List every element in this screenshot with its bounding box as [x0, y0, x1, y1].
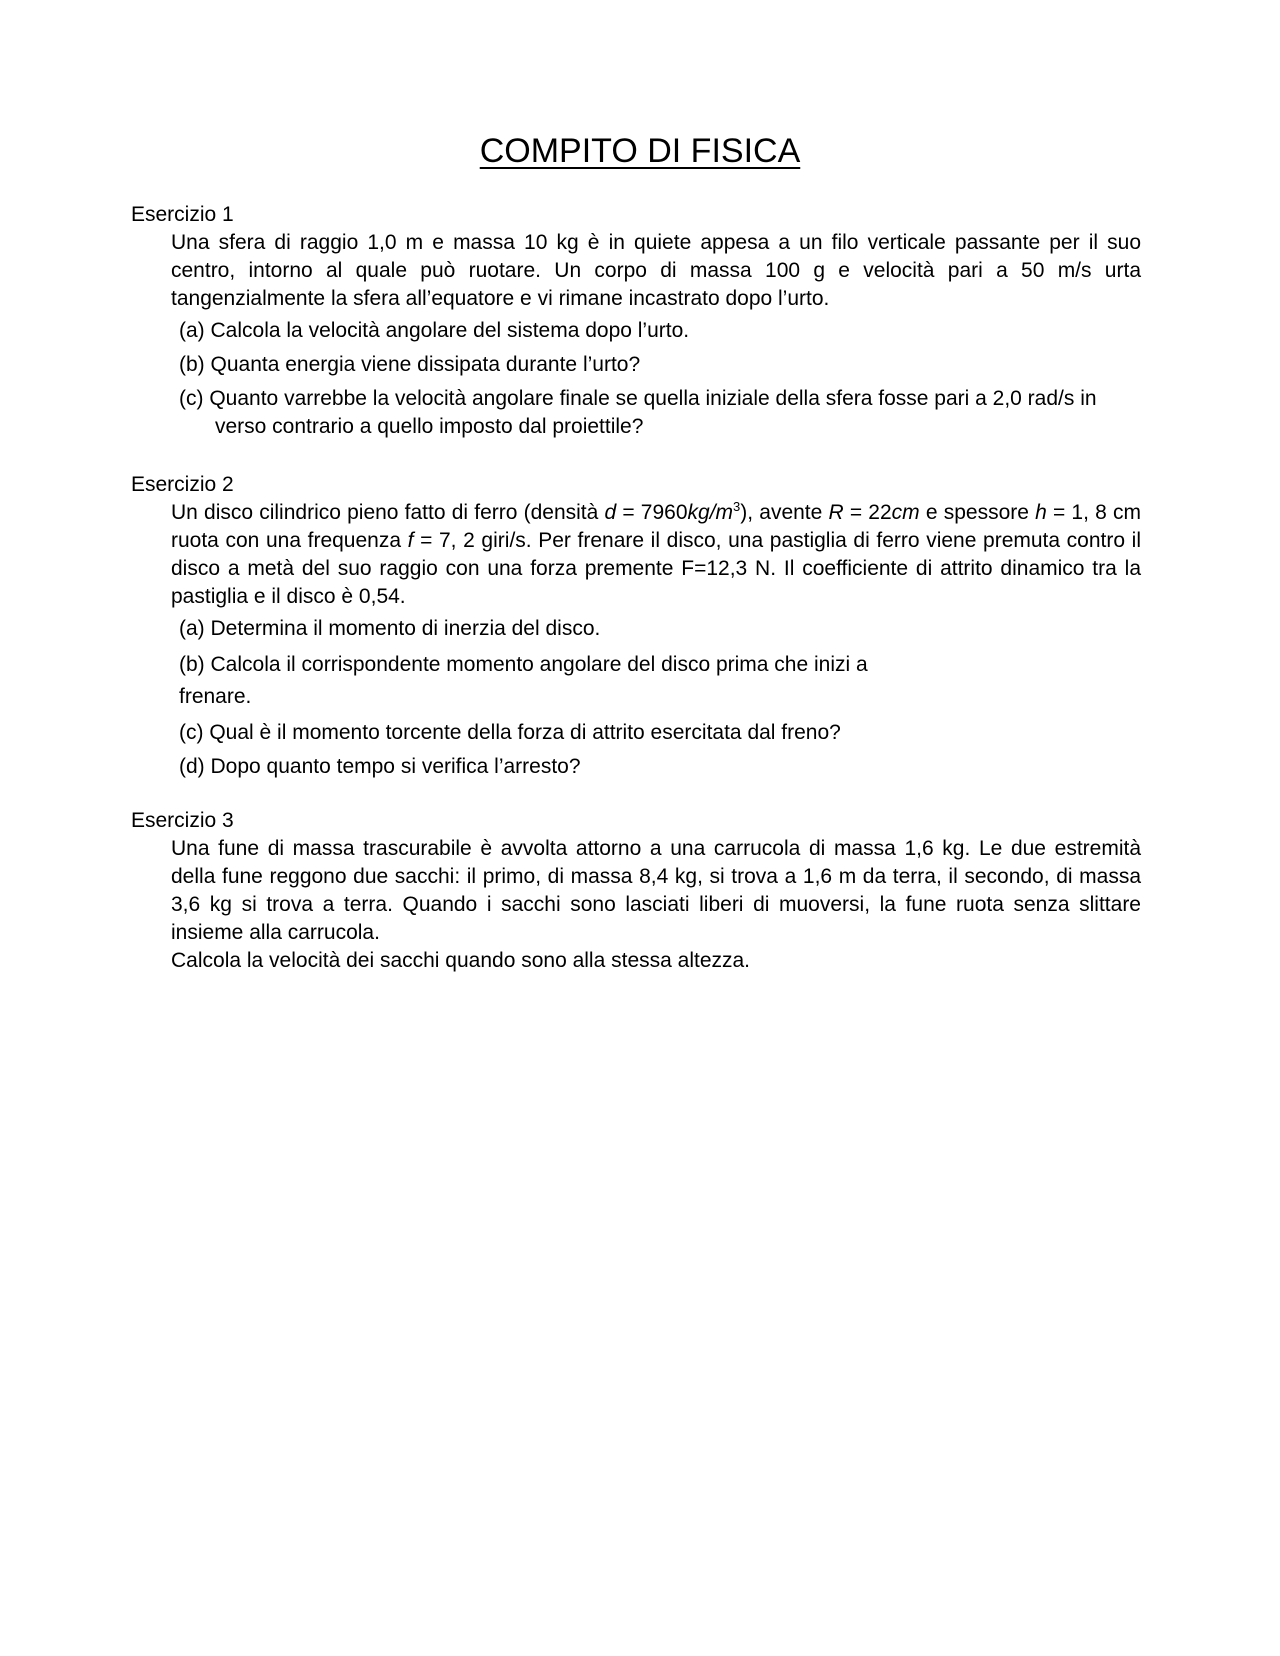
question-text: Calcola il corrispondente momento angolare del disco prima che inizi a frenare.: [179, 653, 868, 708]
question-marker: (c): [179, 721, 204, 744]
question-text: Qual è il momento torcente della forza di attrito esercitata dal freno?: [209, 721, 841, 744]
exercise-heading: Esercizio 1: [131, 203, 234, 226]
question-list: [179, 317, 1119, 441]
density-unit: kg/m: [687, 501, 734, 524]
exercise-heading: Esercizio 2: [131, 473, 234, 496]
radius-unit: cm: [891, 501, 920, 524]
question-item: [179, 719, 1119, 747]
exercise-question: Calcola la velocità dei sacchi quando sono alla stessa altezza.: [171, 949, 751, 972]
question-item: [179, 351, 1119, 379]
question-marker: (d): [179, 755, 205, 778]
question-text: Determina il momento di inerzia del disco.: [210, 617, 601, 640]
radius-symbol: R: [828, 501, 844, 524]
exercise-2: [131, 471, 1141, 787]
text-run: = 7, 2 giri/s. Per frenare il disco, una pastiglia di ferro viene premuta contro il disco a metà del suo raggio con una forza premente F=12,3 N. Il coefficiente di attrito dinamico tra la pastiglia e il disco è 0,54.: [171, 529, 1141, 608]
question-marker: (a): [179, 319, 205, 342]
exercise-heading: Esercizio 3: [131, 809, 234, 832]
question-text: Quanta energia viene dissipata durante l’urto?: [210, 353, 641, 376]
exercise-3: [131, 807, 1141, 975]
exercise-text: Una sfera di raggio 1,0 m e massa 10 kg è in quiete appesa a un filo verticale passante per il suo centro, intorno al quale può ruotare. Un corpo di massa 100 g e velocità pari a 50 m/s urta tangenzialmente la sfera all’equatore e vi rimane incastrato dopo l’urto.: [171, 231, 1141, 310]
page-title-text: COMPITO DI FISICA: [479, 132, 801, 170]
question-item: [179, 649, 919, 713]
question-list: [179, 615, 1119, 781]
question-text: Quanto varrebbe la velocità angolare finale se quella iniziale della sfera fosse pari a 2,0 rad/s in verso contrario a quello imposto dal proiettile?: [209, 387, 1097, 438]
thickness-symbol: h: [1035, 501, 1047, 524]
question-item: [179, 317, 1119, 345]
question-item: [179, 385, 1105, 441]
text-run: = 22: [843, 501, 892, 524]
unit-exponent: 3: [733, 499, 741, 514]
exercise-1: [131, 201, 1141, 447]
text-run: = 7960: [616, 501, 688, 524]
text-run: Un disco cilindrico pieno fatto di ferro (densità: [171, 501, 605, 524]
text-run: ), avente: [740, 501, 829, 524]
question-marker: (b): [179, 653, 205, 676]
exercise-text: [171, 499, 1141, 611]
exercise-text: Una fune di massa trascurabile è avvolta attorno a una carrucola di massa 1,6 kg. Le due estremità della fune reggono due sacchi: il primo, di massa 8,4 kg, si trova a 1,6 m da terra, il secondo, di massa 3,6 kg si trova a terra. Quando i sacchi sono lasciati liberi di muoversi, la fune ruota senza slittare insieme alla carrucola.: [171, 837, 1141, 944]
question-text: Dopo quanto tempo si verifica l’arresto?: [210, 755, 581, 778]
page-title: [0, 131, 1280, 171]
question-text: Calcola la velocità angolare del sistema dopo l’urto.: [210, 319, 690, 342]
frequency-symbol: f: [407, 529, 414, 552]
question-marker: (c): [179, 387, 204, 410]
text-run: e spessore: [919, 501, 1036, 524]
density-symbol: d: [604, 501, 617, 524]
question-item: [179, 753, 1119, 781]
question-item: [179, 615, 1119, 643]
question-marker: (a): [179, 617, 205, 640]
question-marker: (b): [179, 353, 205, 376]
text-run: = 1, 8 cm ruota con una frequenza: [171, 501, 1141, 552]
